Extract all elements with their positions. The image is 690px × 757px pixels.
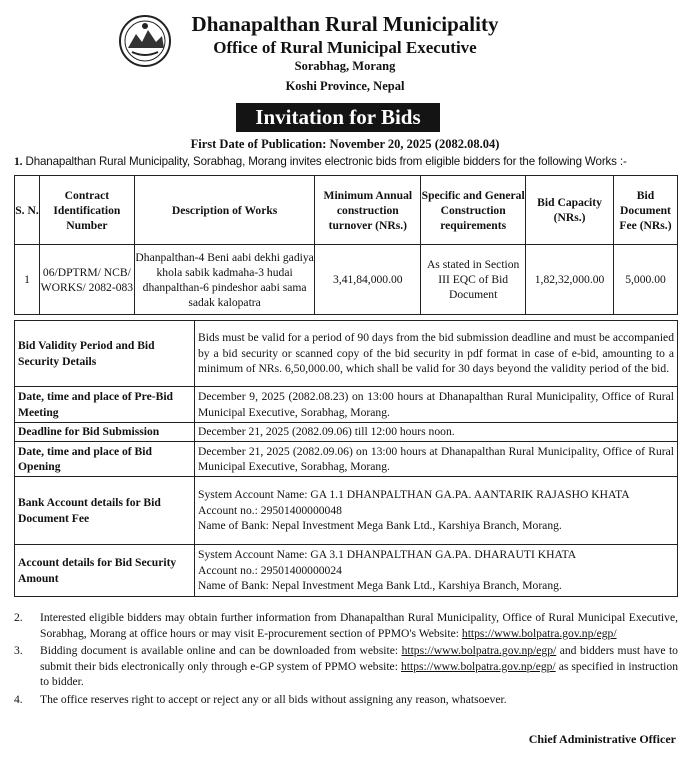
intro-number: 1. <box>14 155 23 168</box>
account-name-line: System Account Name: GA 3.1 DHANPALTHAN GA.PA. DHARAUTI KHATA <box>198 548 577 562</box>
detail-label: Date, time and place of Pre-Bid Meeting <box>15 387 195 423</box>
ppmo-website-link[interactable]: https://www.bolpatra.gov.np/egp/ <box>461 626 617 640</box>
works-table-header-row <box>15 176 678 245</box>
detail-value: Bids must be valid for a period of 90 days from the bid submission deadline and must be accompanied by a bid security or scanned copy of the bid security in pdf format in case of e-bid, amounting to a minimum of NRs. 6,50,000.00, which shall be valid for 30 days beyond the validity period of the bid. <box>195 321 678 387</box>
cell-description: Dhanpalthan-4 Beni aabi dekhi gadiya khola sabik kadmaha-3 hudai dhanpalthan-6 pindeshor aabi sama sadak kalopatra <box>134 245 315 315</box>
detail-value <box>195 477 678 545</box>
account-number-line: Account no.: 29501400000048 <box>198 503 342 517</box>
address-line-1: Sorabhag, Morang <box>294 59 396 73</box>
office-name: Office of Rural Municipal Executive <box>213 38 477 57</box>
col-header-bid-capacity: Bid Capacity (NRs.) <box>526 176 614 245</box>
address-line-2: Koshi Province, Nepal <box>285 79 405 93</box>
detail-label: Date, time and place of Bid Opening <box>15 442 195 477</box>
detail-label: Bank Account details for Bid Document Fee <box>15 477 195 545</box>
col-header-turnover: Minimum Annual construction turnover (NRs.) <box>315 176 421 245</box>
note-number: 3. <box>14 644 23 657</box>
bank-name-line: Name of Bank: Nepal Investment Mega Bank Ltd., Karshiya Branch, Morang. <box>198 519 562 533</box>
detail-value <box>195 545 678 597</box>
egp-website-link[interactable]: https://www.bolpatra.gov.np/egp/ <box>400 659 556 673</box>
col-header-requirements: Specific and General Construction requirements <box>421 176 526 245</box>
note-text <box>40 610 678 641</box>
note-body: Bidding document is available online and can be downloaded from website: <box>40 644 402 657</box>
detail-value: December 21, 2025 (2082.09.06) till 12:00 hours noon. <box>195 423 678 442</box>
list-item <box>14 643 678 690</box>
notice-title-banner: Invitation for Bids <box>236 103 440 132</box>
municipality-name: Dhanapalthan Rural Municipality <box>191 12 499 36</box>
publication-date: First Date of Publication: November 20, 2025 (2082.08.04) <box>190 137 500 151</box>
note-body: Interested eligible bidders may obtain further information from Dhanapalthan Rural Municipality, Office of Rural Municipal Executive, Sorabhag, Morang at office hours or may visit E-procurement section of PPMO's Website: <box>40 611 678 640</box>
note-text: The office reserves right to accept or reject any or all bids without assigning any reason, whatsoever. <box>40 692 507 706</box>
note-text <box>40 643 678 690</box>
note-number: 4. <box>14 692 23 706</box>
intro-text: Dhanapalthan Rural Municipality, Sorabhag, Morang invites electronic bids from eligible bidders for the following Works :- <box>22 155 627 168</box>
detail-value: December 9, 2025 (2082.08.23) on 13:00 hours at Dhanapalthan Rural Municipality, Office of Rural Municipal Executive, Sorabhag, Morang. <box>195 387 678 423</box>
bid-details-table <box>14 320 678 597</box>
col-header-sn: S. N. <box>15 176 40 245</box>
table-row <box>15 245 678 315</box>
detail-label: Account details for Bid Security Amount <box>15 545 195 597</box>
col-header-description: Description of Works <box>134 176 315 245</box>
notes-list <box>14 610 678 709</box>
bank-name-line: Name of Bank: Nepal Investment Mega Bank Ltd., Karshiya Branch, Morang. <box>198 579 562 593</box>
table-row <box>15 387 678 423</box>
table-row <box>15 442 678 477</box>
account-number-line: Account no.: 29501400000024 <box>198 563 342 577</box>
table-row <box>15 545 678 597</box>
cell-fee: 5,000.00 <box>614 245 678 315</box>
intro-paragraph <box>14 155 684 168</box>
list-item <box>14 610 678 641</box>
cell-sn: 1 <box>15 245 40 315</box>
bolpatra-download-link[interactable]: https://www.bolpatra.gov.np/egp/ <box>401 644 557 657</box>
note-number: 2. <box>14 611 23 624</box>
works-table <box>14 175 678 315</box>
col-header-contract-id: Contract Identification Number <box>39 176 134 245</box>
account-name-line: System Account Name: GA 1.1 DHANPALTHAN GA.PA. AANTARIK RAJASHO KHATA <box>198 488 630 502</box>
signatory-title: Chief Administrative Officer <box>528 732 676 746</box>
table-row <box>15 423 678 442</box>
note-body: and bidders must have to submit their bids electronically only through e-GP system of PPMO website: <box>40 644 678 673</box>
cell-contract-id: 06/DPTRM/ NCB/ WORKS/ 2082-083 <box>39 245 134 315</box>
table-row <box>15 321 678 387</box>
table-row <box>15 477 678 545</box>
cell-bid-capacity: 1,82,32,000.00 <box>526 245 614 315</box>
cell-requirements: As stated in Section III EQC of Bid Document <box>421 245 526 315</box>
detail-value: December 21, 2025 (2082.09.06) on 13:00 hours at Dhanapalthan Rural Municipality, Office of Rural Municipal Executive, Sorabhag, Morang. <box>195 442 678 477</box>
note-body: as specified in instruction to bidder. <box>40 659 678 688</box>
detail-label: Deadline for Bid Submission <box>15 423 195 442</box>
detail-label: Bid Validity Period and Bid Security Details <box>15 321 195 387</box>
col-header-fee: Bid Document Fee (NRs.) <box>614 176 678 245</box>
list-item <box>14 692 678 708</box>
cell-turnover: 3,41,84,000.00 <box>315 245 421 315</box>
